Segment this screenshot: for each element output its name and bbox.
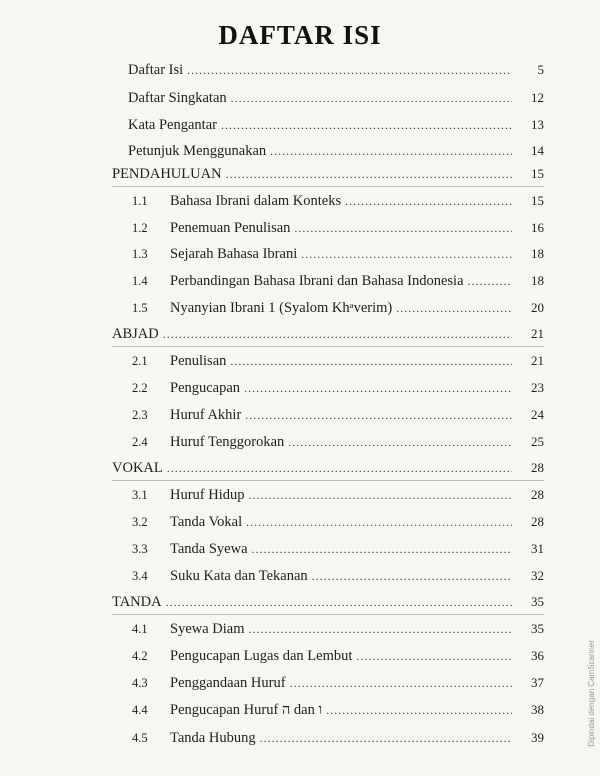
toc-entry-label: ABJAD	[112, 326, 159, 342]
section-divider	[112, 614, 544, 615]
toc-entry[interactable]	[132, 380, 544, 400]
toc-entry-label: Syewa Diam	[170, 621, 245, 637]
toc-entry-page: 15	[531, 193, 544, 208]
toc-entry[interactable]	[132, 675, 544, 695]
toc-entry[interactable]	[132, 514, 544, 534]
toc-entry-label: Tanda Vokal	[170, 514, 243, 530]
dot-leader	[294, 221, 512, 236]
toc-entry-label: PENDAHULUAN	[112, 166, 222, 182]
dot-leader	[166, 595, 512, 610]
toc-entry[interactable]	[128, 143, 544, 163]
toc-entry[interactable]	[132, 541, 544, 561]
dot-leader	[226, 167, 512, 182]
toc-entry-number: 3.3	[132, 542, 148, 556]
toc-entry-number: 2.3	[132, 408, 148, 422]
toc-entry-number: 2.2	[132, 381, 148, 395]
toc-entry[interactable]	[132, 220, 544, 240]
toc-entry-page: 18	[531, 246, 544, 261]
toc-section-heading[interactable]	[112, 594, 544, 614]
toc-entry[interactable]	[132, 434, 544, 454]
toc-entry-number: 4.3	[132, 676, 148, 690]
dot-leader	[326, 703, 512, 718]
toc-entry[interactable]	[132, 730, 544, 750]
toc-entry[interactable]	[128, 117, 544, 137]
dot-leader	[244, 381, 512, 396]
toc-entry-number: 1.1	[132, 194, 148, 208]
dot-leader	[230, 354, 512, 369]
toc-entry[interactable]	[132, 702, 544, 722]
dot-leader	[163, 327, 512, 342]
toc-entry[interactable]	[132, 407, 544, 427]
toc-entry-number: 4.1	[132, 622, 148, 636]
dot-leader	[260, 731, 512, 746]
toc-entry-number: 2.4	[132, 435, 148, 449]
toc-entry-number: 4.4	[132, 703, 148, 717]
toc-entry-number: 1.4	[132, 274, 148, 288]
dot-leader	[270, 144, 512, 159]
dot-leader	[288, 435, 512, 450]
toc-entry[interactable]	[132, 193, 544, 213]
toc-entry-page: 13	[531, 117, 544, 132]
toc-entry-page: 12	[531, 90, 544, 105]
toc-entry[interactable]	[132, 273, 544, 293]
toc-entry-label: Huruf Hidup	[170, 487, 245, 503]
toc-entry-number: 4.5	[132, 731, 148, 745]
toc-entry-number: 3.4	[132, 569, 148, 583]
dot-leader	[187, 63, 512, 78]
toc-entry[interactable]	[132, 621, 544, 641]
dot-leader	[396, 301, 512, 316]
toc-entry-number: 2.1	[132, 354, 148, 368]
toc-entry[interactable]	[132, 353, 544, 373]
toc-entry-page: 35	[531, 594, 544, 609]
toc-entry-page: 5	[537, 62, 544, 77]
dot-leader	[290, 676, 512, 691]
dot-leader	[312, 569, 512, 584]
toc-entry-label: Penggandaan Huruf	[170, 675, 286, 691]
toc-entry[interactable]	[128, 90, 544, 110]
dot-leader	[231, 91, 512, 106]
section-divider	[112, 186, 544, 187]
toc-entry[interactable]	[132, 300, 544, 320]
toc-section-heading[interactable]	[112, 326, 544, 346]
toc-entry-label: Kata Pengantar	[128, 117, 217, 133]
toc-entry[interactable]	[132, 648, 544, 668]
toc-entry-page: 31	[531, 541, 544, 556]
toc-entry-page: 28	[531, 514, 544, 529]
scanner-watermark: Dipindai dengan CamScanner	[587, 640, 596, 747]
dot-leader	[167, 461, 512, 476]
toc-entry-page: 32	[531, 568, 544, 583]
toc-entry-number: 1.2	[132, 221, 148, 235]
toc-entry-label: Tanda Hubung	[170, 730, 256, 746]
toc-entry-page: 15	[531, 166, 544, 181]
toc-section-heading[interactable]	[112, 166, 544, 186]
dot-leader	[249, 488, 512, 503]
toc-entry-number: 1.5	[132, 301, 148, 315]
dot-leader	[345, 194, 512, 209]
toc-entry-number: 4.2	[132, 649, 148, 663]
dot-leader	[468, 274, 512, 289]
toc-entry-label: Tanda Syewa	[170, 541, 248, 557]
toc-entry-label: Sejarah Bahasa Ibrani	[170, 246, 298, 262]
toc-entry-page: 28	[531, 460, 544, 475]
toc-entry[interactable]	[132, 487, 544, 507]
toc-entry-label: Perbandingan Bahasa Ibrani dan Bahasa Indonesia	[170, 273, 464, 289]
toc-entry-label: TANDA	[112, 594, 162, 610]
toc-entry-label: Huruf Tenggorokan	[170, 434, 285, 450]
toc-entry-label: Nyanyian Ibrani 1 (Syalom Khᵃverim)	[170, 300, 393, 316]
toc-entry[interactable]	[128, 62, 544, 82]
toc-entry-page: 16	[531, 220, 544, 235]
toc-section-heading[interactable]	[112, 460, 544, 480]
toc-entry[interactable]	[132, 246, 544, 266]
toc-entry-page: 20	[531, 300, 544, 315]
toc-entry-page: 38	[531, 702, 544, 717]
dot-leader	[246, 515, 512, 530]
toc-entry-page: 36	[531, 648, 544, 663]
dot-leader	[252, 542, 513, 557]
toc-entry-number: 3.2	[132, 515, 148, 529]
dot-leader	[221, 118, 512, 133]
toc-entry[interactable]	[132, 568, 544, 588]
dot-leader	[356, 649, 512, 664]
toc-entry-page: 25	[531, 434, 544, 449]
page-title: DAFTAR ISI	[218, 20, 382, 50]
dot-leader	[249, 622, 513, 637]
toc-entry-page: 37	[531, 675, 544, 690]
toc-entry-label: Suku Kata dan Tekanan	[170, 568, 308, 584]
toc-entry-number: 3.1	[132, 488, 148, 502]
toc-entry-label: Penemuan Penulisan	[170, 220, 291, 236]
toc-entry-page: 28	[531, 487, 544, 502]
toc-entry-label: Penulisan	[170, 353, 227, 369]
toc-entry-page: 23	[531, 380, 544, 395]
section-divider	[112, 346, 544, 347]
toc-entry-page: 21	[531, 326, 544, 341]
toc-entry-number: 1.3	[132, 247, 148, 261]
toc-entry-label: Pengucapan	[170, 380, 241, 396]
toc-entry-label: Pengucapan Huruf ה dan ו	[170, 702, 323, 718]
toc-entry-label: Bahasa Ibrani dalam Konteks	[170, 193, 342, 209]
toc-entry-label: Daftar Singkatan	[128, 90, 227, 106]
toc-entry-page: 24	[531, 407, 544, 422]
dot-leader	[245, 408, 512, 423]
toc-entry-page: 39	[531, 730, 544, 745]
toc-entry-label: VOKAL	[112, 460, 163, 476]
toc-entry-page: 14	[531, 143, 544, 158]
toc-entry-page: 35	[531, 621, 544, 636]
dot-leader	[301, 247, 512, 262]
section-divider	[112, 480, 544, 481]
toc-entry-page: 21	[531, 353, 544, 368]
toc-entry-label: Huruf Akhir	[170, 407, 242, 423]
toc-entry-label: Pengucapan Lugas dan Lembut	[170, 648, 353, 664]
toc-entry-label: Daftar Isi	[128, 62, 184, 78]
toc-entry-page: 18	[531, 273, 544, 288]
toc-entry-label: Petunjuk Menggunakan	[128, 143, 267, 159]
